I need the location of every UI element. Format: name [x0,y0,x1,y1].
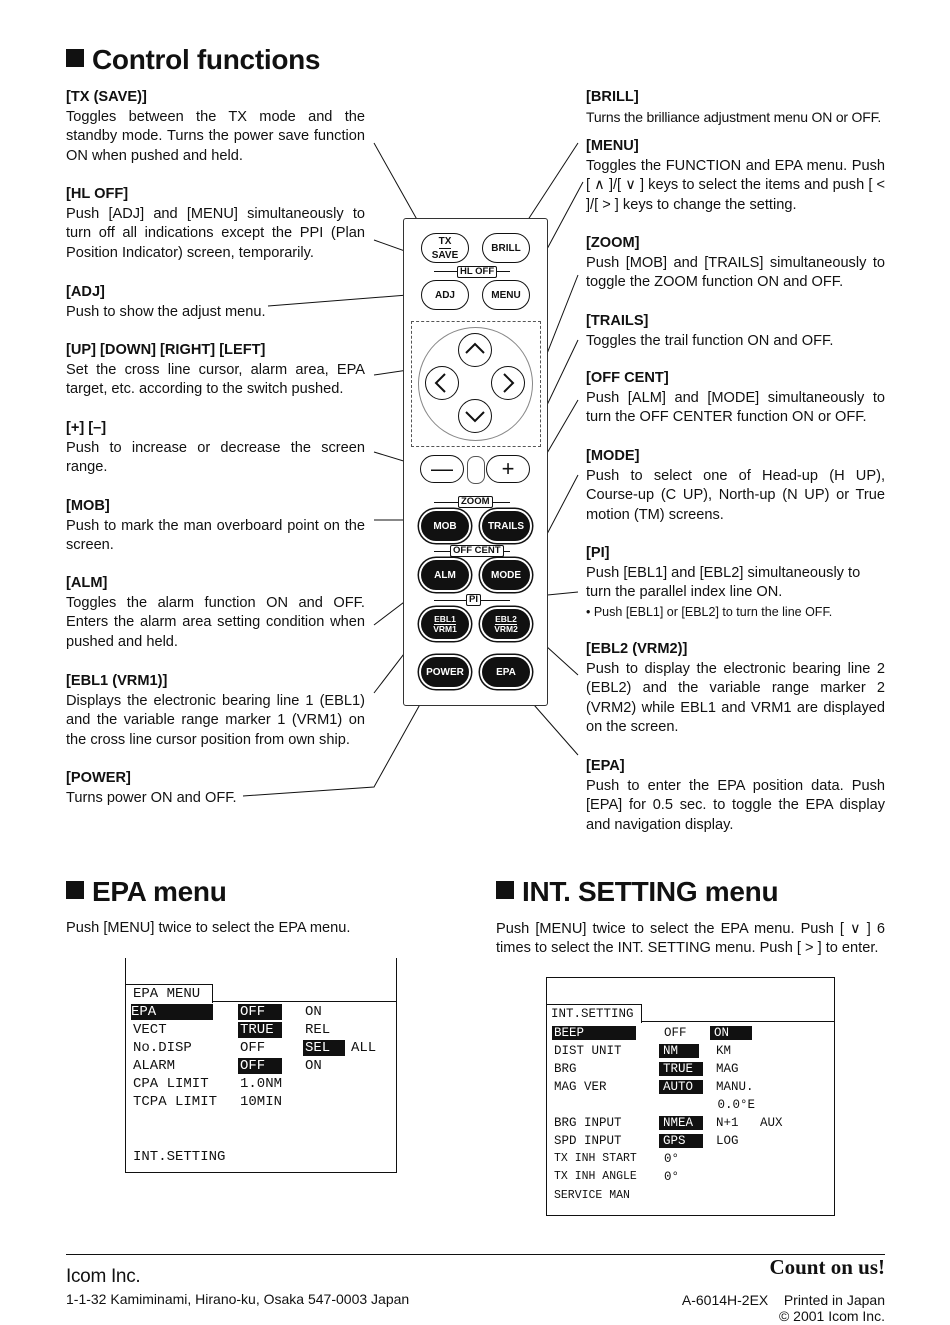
item-desc: Push [ADJ] and [MENU] simultaneously to turn off all indications except the PPI (Plan Position Indicator) screen, temporarily. [66,205,365,261]
txinhangle-row-v1[interactable]: 0° [664,1170,680,1184]
trails-button[interactable] [482,511,530,541]
control-panel [403,218,548,706]
beep-row-label[interactable]: BEEP [552,1026,636,1040]
down-button[interactable] [458,399,492,433]
power-label: POWER [426,666,464,678]
spdinput-row-v2[interactable]: LOG [716,1134,739,1148]
alm-label: ALM [434,569,456,581]
minus-label: — [431,456,453,481]
brginput-row-v2[interactable]: N+1 [716,1116,739,1130]
menu-button[interactable] [482,280,530,310]
item-title: [PI] [586,545,610,561]
vrm2-label: VRM2 [494,623,518,634]
int-divider [641,1021,834,1022]
mob-button[interactable] [421,511,469,541]
brginput-row-label[interactable]: BRG INPUT [554,1116,622,1130]
adj-label: ADJ [434,289,455,301]
item-title: [HL OFF] [66,186,129,202]
txinhangle-row-label[interactable]: TX INH ANGLE [554,1170,637,1183]
item-desc: Toggles the trail function ON and OFF. [586,332,834,349]
document-code: A-6014H-2EX Printed in Japan [681,1292,885,1308]
item-desc: Push [MOB] and [TRAILS] simultaneously to toggle the ZOOM function ON and OFF. [586,254,885,291]
item-desc: Push to display the electronic bearing line 2 (EBL2) and the variable range marker 2 (VRM2) while EBL1 and VRM1 are displayed on the screen. [586,660,885,736]
epa-row-v1[interactable]: OFF [238,1004,282,1020]
brg-row-v2[interactable]: MAG [716,1062,739,1076]
spdinput-row-label[interactable]: SPD INPUT [554,1134,622,1148]
magver-row-label[interactable]: MAG VER [554,1080,607,1094]
tx-label: TX [438,235,452,247]
dist-row-label[interactable]: DIST UNIT [554,1044,622,1058]
item-desc: Push to mark the man overboard point on the screen. [66,517,365,554]
epa-row-label[interactable]: EPA [131,1004,213,1020]
item-title: [+] [–] [66,420,107,436]
dist-row-v2[interactable]: KM [716,1044,732,1058]
beep-row-v2[interactable]: ON [710,1026,752,1040]
item-desc: Push [ALM] and [MODE] simultaneously to turn the OFF CENTER function ON or OFF. [586,389,885,426]
beep-row-v1[interactable]: OFF [664,1026,687,1040]
item-title: [MODE] [586,448,640,464]
menu-label: MENU [491,289,521,301]
txinhstart-row-label[interactable]: TX INH START [554,1152,637,1165]
item-title: [MENU] [586,138,639,154]
plus-label: + [501,456,515,481]
item-desc: Push [EBL1] and [EBL2] simultaneously to turn the parallel index line ON. [586,564,861,601]
item-title: [TX (SAVE)] [66,89,147,105]
int-intro-line-2: times to select the INT. SETTING menu. Push [ > ] to enter. [496,940,879,956]
item-desc: Set the cross line cursor, alarm area, EPA target, etc. according to the switch pushed. [66,361,365,398]
magver-row-v2[interactable]: MANU. [716,1080,754,1094]
adj-button[interactable] [421,280,469,310]
int-intro-line-1: Push [MENU] twice to select the EPA menu. Push [ ∨ ] 6 [496,921,885,937]
company-address: 1-1-32 Kamiminami, Hirano-ku, Osaka 547-0003 Japan [66,1291,410,1307]
plus-button[interactable] [486,455,530,483]
chevron-up-icon [459,334,491,366]
pi-label: PI [466,594,481,606]
vect-row-label[interactable]: VECT [133,1022,167,1038]
company-name: Icom Inc. [66,1266,141,1287]
int-setting-link[interactable]: INT.SETTING [133,1149,226,1165]
brg-row-label[interactable]: BRG [554,1062,577,1076]
epa-intro: Push [MENU] twice to select the EPA menu. [66,920,351,936]
nodisp-row-v1[interactable]: OFF [240,1040,266,1056]
epa-menu-heading: EPA menu [66,876,227,908]
item-title: [OFF CENT] [586,370,669,386]
item-desc: Push to select one of Head-up (H UP), Course-up (C UP), North-up (N UP) or True motion (TM) screens. [586,467,885,523]
epa-row-v2[interactable]: ON [305,1004,322,1020]
cpa-row-v1[interactable]: 1.0NM [240,1076,283,1092]
item-desc: Toggles the alarm function ON and OFF. Enters the alarm area setting condition when pushed and held. [66,594,365,650]
item-title: [ALM] [66,575,108,591]
alarm-row-v2[interactable]: ON [305,1058,322,1074]
tcpa-row-label[interactable]: TCPA LIMIT [133,1094,218,1110]
brill-label: BRILL [491,242,521,254]
cpa-row-label[interactable]: CPA LIMIT [133,1076,209,1092]
vrm1-label: VRM1 [433,623,457,634]
item-desc: Turns the brilliance adjustment menu ON or OFF. [586,108,882,125]
slogan: Count on us! [769,1255,885,1279]
item-title: [BRILL] [586,89,639,105]
zoom-label: ZOOM [458,496,493,508]
tcpa-row-v1[interactable]: 10MIN [240,1094,283,1110]
range-divider [467,456,485,484]
item-desc: Push to enter the EPA position data. Push [EPA] for 0.5 sec. to toggle the EPA display and navigation display. [586,777,885,833]
dist-row-v1[interactable]: NM [659,1044,699,1058]
epa-label: EPA [496,666,516,678]
alm-button[interactable] [421,560,469,590]
item-title: [ADJ] [66,284,105,300]
alarm-row-label[interactable]: ALARM [133,1058,176,1074]
item-title: [ZOOM] [586,235,640,251]
chevron-down-icon [459,400,491,432]
copyright: © 2001 Icom Inc. [778,1308,885,1324]
trails-label: TRAILS [487,520,525,532]
brginput-row-v1[interactable]: NMEA [659,1116,703,1130]
nodisp-row-label[interactable]: No.DISP [133,1040,192,1056]
control-functions-heading: Control functions [66,44,320,76]
service-man-row-label[interactable]: SERVICE MAN [554,1189,630,1202]
mode-label: MODE [491,569,521,581]
item-desc: Toggles the FUNCTION and EPA menu. Push [ ∧ ]/[ ∨ ] keys to select the items and push [ < ]/[ > ] keys to change the setting. [586,157,885,213]
magver-row-v1[interactable]: AUTO [659,1080,703,1094]
item-title: [TRAILS] [586,313,649,329]
item-desc: Toggles between the TX mode and the standby mode. Turns the power save function ON when pushed and held. [66,108,365,164]
mode-button[interactable] [482,560,530,590]
spdinput-row-v1[interactable]: GPS [659,1134,703,1148]
save-label: SAVE [431,249,459,261]
chevron-left-icon [426,367,458,399]
epa-menu-title: EPA MENU [133,986,201,1002]
int-setting-screen [546,977,835,1216]
mob-label: MOB [433,520,457,532]
item-title: [POWER] [66,770,131,786]
ebl2-label: EBL2 [495,613,517,624]
tx-save-button[interactable] [421,233,469,263]
item-desc: Displays the electronic bearing line 1 (EBL1) and the variable range marker 1 (VRM1) on the cross line cursor position from own ship. [66,692,365,748]
item-desc: Turns power ON and OFF. [66,789,237,806]
minus-button[interactable] [420,455,464,483]
chevron-right-icon [492,367,524,399]
nodisp-row-v2[interactable]: SEL [303,1040,345,1056]
item-title: [UP] [DOWN] [RIGHT] [LEFT] [66,342,266,358]
magver-value[interactable]: 0.0°E [710,1098,756,1112]
item-title: [MOB] [66,498,110,514]
square-bullet-icon [66,881,84,899]
power-button[interactable] [421,657,469,687]
vect-row-v1[interactable]: TRUE [238,1022,282,1038]
square-bullet-icon [496,881,514,899]
ebl1-label: EBL1 [434,613,456,624]
item-title: [EPA] [586,758,625,774]
item-note: • Push [EBL1] or [EBL2] to turn the line OFF. [586,604,833,619]
vect-row-v2[interactable]: REL [305,1022,331,1038]
right-button[interactable] [491,366,525,400]
item-title: [EBL1 (VRM1)] [66,673,168,689]
epa-menu-divider [212,1001,396,1002]
brg-row-v1[interactable]: TRUE [659,1062,703,1076]
footer-rule [66,1254,885,1255]
nodisp-row-v3[interactable]: ALL [351,1040,377,1056]
epa-button[interactable] [482,657,530,687]
txinhstart-row-v1[interactable]: 0° [664,1152,680,1166]
hl-off-label: HL OFF [457,266,497,278]
alarm-row-v1[interactable]: OFF [238,1058,282,1074]
ebl1-vrm1-button[interactable] [421,609,469,639]
item-desc: Push to increase or decrease the screen range. [66,439,365,476]
left-button[interactable] [425,366,459,400]
item-desc: Push to show the adjust menu. [66,303,266,320]
int-title: INT.SETTING [551,1007,634,1021]
brill-button[interactable] [482,233,530,263]
off-cent-label: OFF CENT [450,545,504,557]
ebl2-vrm2-button[interactable] [482,609,530,639]
item-title: [EBL2 (VRM2)] [586,641,688,657]
epa-menu-screen [125,958,397,1173]
brginput-row-v3[interactable]: AUX [760,1116,783,1130]
up-button[interactable] [458,333,492,367]
int-setting-heading: INT. SETTING menu [496,876,778,908]
